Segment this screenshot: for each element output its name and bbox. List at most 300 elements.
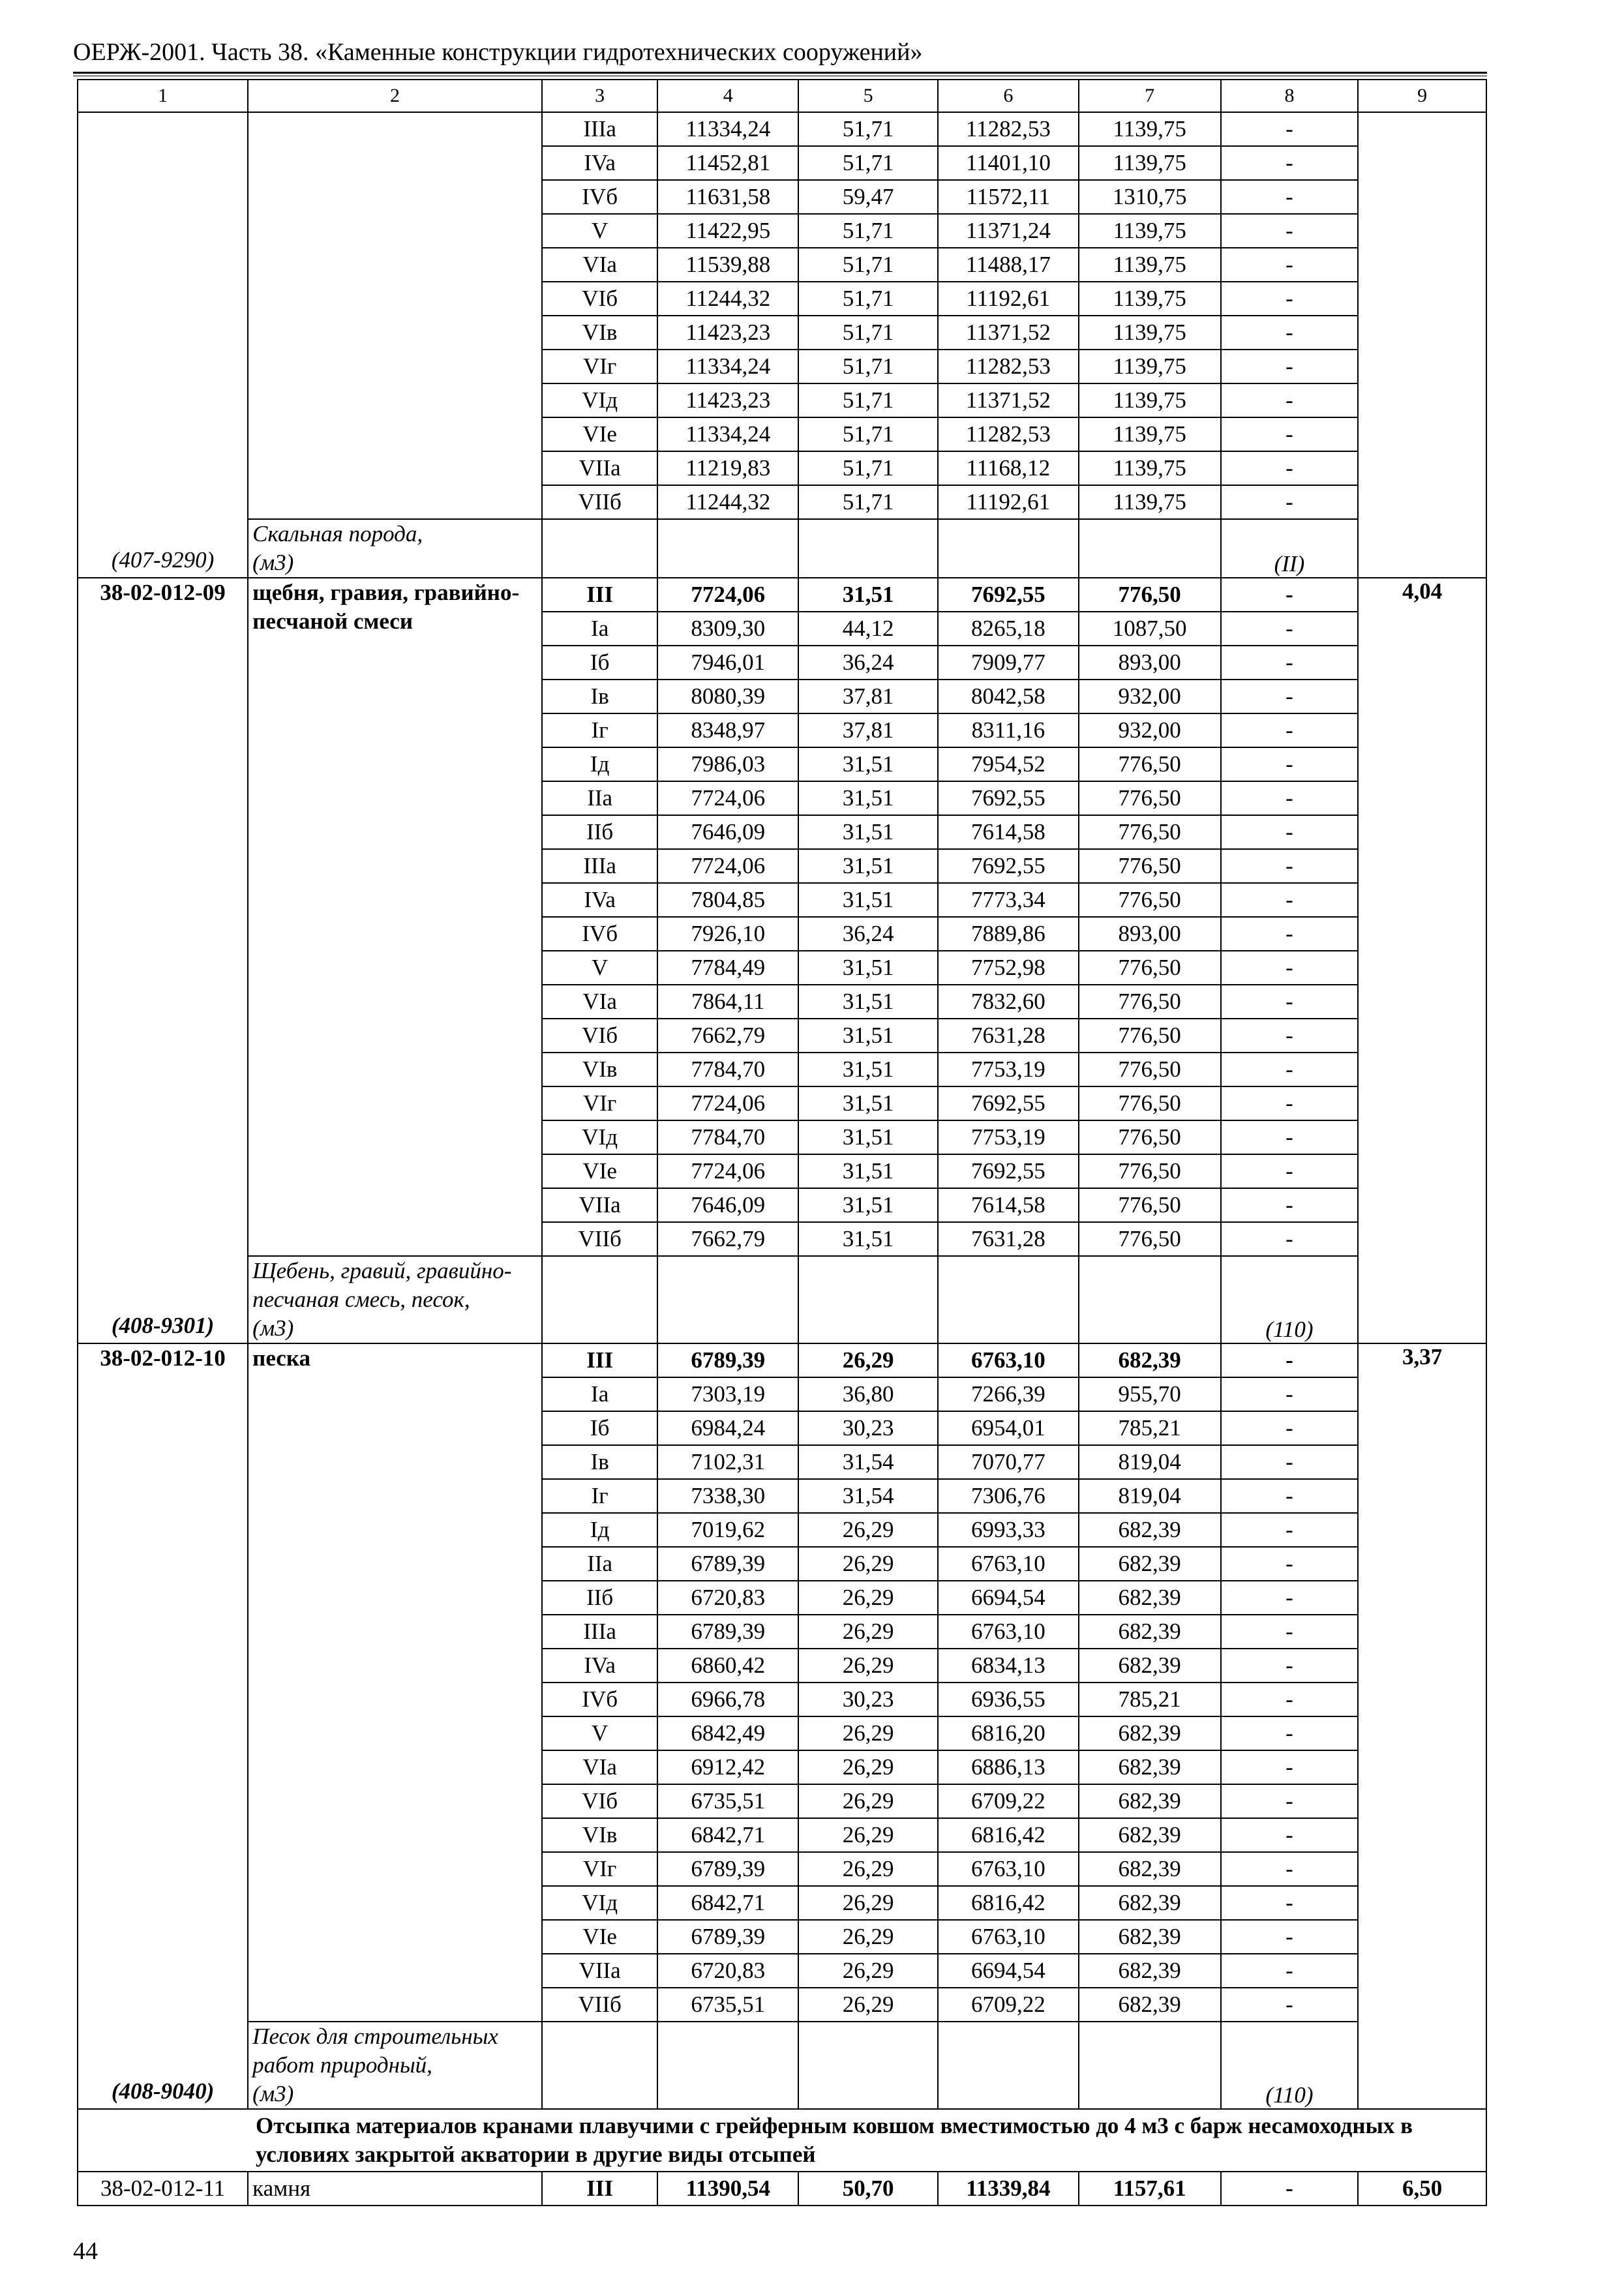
empty-cell	[938, 519, 1079, 578]
empty-cell	[1079, 1256, 1221, 1343]
data-cell: 31,51	[798, 578, 938, 612]
work-name: щебня, гравия, гравийно-песчаной смеси	[252, 580, 520, 634]
data-cell: 11423,23	[657, 316, 798, 350]
empty-cell	[938, 2022, 1079, 2109]
data-cell: 776,50	[1079, 1019, 1221, 1053]
data-cell: 7019,62	[657, 1513, 798, 1547]
material-unit: (м3)	[252, 550, 294, 575]
data-cell: -	[1221, 883, 1359, 917]
data-cell: 819,04	[1079, 1479, 1221, 1513]
data-cell: 682,39	[1079, 1852, 1221, 1886]
empty-cell	[657, 519, 798, 578]
data-cell: 11401,10	[938, 146, 1079, 180]
data-cell: 51,71	[798, 248, 938, 282]
data-cell: -	[1221, 1479, 1359, 1513]
data-cell: 7832,60	[938, 985, 1079, 1019]
material-row	[78, 1256, 1486, 1343]
data-cell: 785,21	[1079, 1683, 1221, 1716]
column-number: 2	[248, 80, 542, 112]
data-cell: 7614,58	[938, 1188, 1079, 1222]
data-cell: 31,51	[798, 1222, 938, 1256]
data-cell: 893,00	[1079, 917, 1221, 951]
table-row	[78, 112, 1486, 146]
material-row	[78, 2022, 1486, 2109]
empty-cell	[798, 1256, 938, 1343]
data-cell: 31,51	[798, 849, 938, 883]
data-cell: 11488,17	[938, 248, 1079, 282]
column-number: 8	[1221, 80, 1359, 112]
empty-cell	[542, 2022, 657, 2109]
data-cell: 11452,81	[657, 146, 798, 180]
data-cell: 50,70	[798, 2172, 938, 2206]
data-cell: 682,39	[1079, 1784, 1221, 1818]
data-cell: 682,39	[1079, 1818, 1221, 1852]
page-header: ОЕРЖ-2001. Часть 38. «Каменные конструкции гидротехнических сооружений»	[73, 38, 923, 66]
data-cell: 6886,13	[938, 1750, 1079, 1784]
data-cell: VIв	[542, 1818, 657, 1852]
data-cell: 7864,11	[657, 985, 798, 1019]
data-cell: 1139,75	[1079, 214, 1221, 248]
data-cell: -	[1221, 1886, 1359, 1920]
data-cell: 785,21	[1079, 1411, 1221, 1445]
data-cell: 11572,11	[938, 180, 1079, 214]
data-cell: 776,50	[1079, 951, 1221, 985]
data-cell: 7753,19	[938, 1053, 1079, 1086]
data-cell: камня	[248, 2172, 542, 2206]
data-cell: -	[1221, 316, 1359, 350]
data-cell: 6735,51	[657, 1988, 798, 2022]
data-cell: 6966,78	[657, 1683, 798, 1716]
data-cell: 682,39	[1079, 1716, 1221, 1750]
material-name-cell	[248, 1256, 542, 1343]
table-row	[78, 1343, 1486, 1377]
data-cell: 7692,55	[938, 1154, 1079, 1188]
data-cell: IIIa	[542, 849, 657, 883]
data-cell: 1087,50	[1079, 612, 1221, 646]
data-cell: -	[1221, 578, 1359, 612]
data-cell: 11244,32	[657, 485, 798, 519]
data-cell: 682,39	[1079, 1343, 1221, 1377]
data-cell: -	[1221, 1120, 1359, 1154]
data-cell: 7909,77	[938, 646, 1079, 680]
col9-value: 3,37	[1402, 1344, 1443, 1369]
data-cell: 682,39	[1079, 1513, 1221, 1547]
column-number: 5	[798, 80, 938, 112]
data-cell: V	[542, 951, 657, 985]
data-cell: 26,29	[798, 1343, 938, 1377]
data-cell: Ia	[542, 1377, 657, 1411]
data-cell: -	[1221, 1343, 1359, 1377]
data-cell: 11282,53	[938, 112, 1079, 146]
data-cell: -	[1221, 1615, 1359, 1649]
data-cell: 31,51	[798, 815, 938, 849]
data-cell: VIд	[542, 383, 657, 417]
data-cell: 26,29	[798, 1750, 938, 1784]
data-cell: VIa	[542, 985, 657, 1019]
data-cell: 11244,32	[657, 282, 798, 316]
col9-cell	[1358, 578, 1486, 1343]
data-cell: -	[1221, 1513, 1359, 1547]
data-cell: 682,39	[1079, 1649, 1221, 1683]
data-cell: 7662,79	[657, 1019, 798, 1053]
data-cell: 776,50	[1079, 815, 1221, 849]
data-cell: 11334,24	[657, 417, 798, 451]
data-cell: 31,51	[798, 1053, 938, 1086]
data-cell: 776,50	[1079, 1120, 1221, 1154]
data-cell: -	[1221, 1411, 1359, 1445]
data-cell: -	[1221, 1053, 1359, 1086]
data-cell: 6834,13	[938, 1649, 1079, 1683]
data-cell: VIв	[542, 316, 657, 350]
empty-cell	[657, 1256, 798, 1343]
data-cell: 682,39	[1079, 1750, 1221, 1784]
work-name: песка	[252, 1345, 310, 1371]
data-cell: 31,51	[798, 1154, 938, 1188]
data-cell: VIe	[542, 417, 657, 451]
data-cell: 11371,24	[938, 214, 1079, 248]
data-cell: 26,29	[798, 1615, 938, 1649]
data-cell: 1139,75	[1079, 146, 1221, 180]
data-cell: III	[542, 1343, 657, 1377]
data-cell: 7753,19	[938, 1120, 1079, 1154]
data-cell: 11168,12	[938, 451, 1079, 485]
data-cell: 11539,88	[657, 248, 798, 282]
data-cell: 51,71	[798, 146, 938, 180]
data-cell: -	[1221, 146, 1359, 180]
data-cell: 776,50	[1079, 781, 1221, 815]
data-cell: 682,39	[1079, 1886, 1221, 1920]
data-cell: -	[1221, 815, 1359, 849]
col9-cell	[1358, 1343, 1486, 2109]
data-cell: 7784,49	[657, 951, 798, 985]
section-title: Отсыпка материалов кранами плавучими с грейферным ковшом вместимостью до 4 м3 с барж несамоходных в условиях закрытой акватории в другие виды отсыпей	[78, 2109, 1486, 2172]
data-cell: 8309,30	[657, 612, 798, 646]
data-cell: -	[1221, 1954, 1359, 1988]
column-number: 9	[1358, 80, 1486, 112]
data-cell: 31,54	[798, 1479, 938, 1513]
material-unit: (м3)	[252, 1315, 294, 1341]
material-consumption: (110)	[1221, 2022, 1359, 2109]
data-cell: 6720,83	[657, 1581, 798, 1615]
data-cell: 31,51	[798, 1019, 938, 1053]
data-cell: V	[542, 214, 657, 248]
material-code: (407-9290)	[111, 547, 215, 573]
data-cell: 932,00	[1079, 680, 1221, 713]
header-rule	[73, 72, 1487, 74]
data-cell: 8080,39	[657, 680, 798, 713]
data-cell: 1139,75	[1079, 350, 1221, 383]
material-code: (408-9040)	[111, 2078, 215, 2104]
data-cell: 11334,24	[657, 350, 798, 383]
data-cell: 7752,98	[938, 951, 1079, 985]
data-cell: 26,29	[798, 1716, 938, 1750]
data-cell: 6912,42	[657, 1750, 798, 1784]
rate-code-cell	[78, 1343, 248, 2109]
data-cell: 26,29	[798, 1784, 938, 1818]
column-number: 1	[78, 80, 248, 112]
data-cell: 776,50	[1079, 747, 1221, 781]
data-cell: VIг	[542, 350, 657, 383]
data-cell: -	[1221, 646, 1359, 680]
data-cell: 7338,30	[657, 1479, 798, 1513]
data-cell: -	[1221, 214, 1359, 248]
data-cell: 776,50	[1079, 1222, 1221, 1256]
data-cell: -	[1221, 713, 1359, 747]
data-cell: 36,24	[798, 917, 938, 951]
empty-cell	[657, 2022, 798, 2109]
data-cell: -	[1221, 1716, 1359, 1750]
material-code: (408-9301)	[111, 1313, 215, 1338]
data-cell: 6709,22	[938, 1988, 1079, 2022]
data-cell: Iд	[542, 747, 657, 781]
data-cell: 11371,52	[938, 316, 1079, 350]
data-cell: -	[1221, 1154, 1359, 1188]
data-cell: 6789,39	[657, 1547, 798, 1581]
data-cell: -	[1221, 1445, 1359, 1479]
data-cell: Ia	[542, 612, 657, 646]
data-cell: -	[1221, 1784, 1359, 1818]
data-cell: -	[1221, 612, 1359, 646]
data-cell: 31,51	[798, 747, 938, 781]
data-cell: 1139,75	[1079, 248, 1221, 282]
data-cell: 8311,16	[938, 713, 1079, 747]
empty-cell	[798, 519, 938, 578]
material-consumption: (II)	[1221, 519, 1359, 578]
data-cell: 7070,77	[938, 1445, 1079, 1479]
data-cell: 30,23	[798, 1683, 938, 1716]
data-cell: -	[1221, 112, 1359, 146]
data-cell: 38-02-012-11	[78, 2172, 248, 2206]
material-name-cell	[248, 519, 542, 578]
data-cell: 6763,10	[938, 1920, 1079, 1954]
data-cell: 11282,53	[938, 350, 1079, 383]
data-cell: 7784,70	[657, 1053, 798, 1086]
data-cell: -	[1221, 2172, 1359, 2206]
data-cell: VIг	[542, 1086, 657, 1120]
data-cell: 11192,61	[938, 282, 1079, 316]
data-cell: 1157,61	[1079, 2172, 1221, 2206]
data-cell: 51,71	[798, 485, 938, 519]
data-cell: VIд	[542, 1120, 657, 1154]
data-cell: 7662,79	[657, 1222, 798, 1256]
data-cell: 59,47	[798, 180, 938, 214]
data-cell: 7303,19	[657, 1377, 798, 1411]
data-cell: 955,70	[1079, 1377, 1221, 1411]
material-name: Скальная порода,	[252, 521, 423, 546]
data-cell: IIa	[542, 1547, 657, 1581]
data-cell: 682,39	[1079, 1615, 1221, 1649]
column-number: 7	[1079, 80, 1221, 112]
column-number: 6	[938, 80, 1079, 112]
data-cell: VIб	[542, 1019, 657, 1053]
data-cell: 1139,75	[1079, 485, 1221, 519]
data-cell: 682,39	[1079, 1988, 1221, 2022]
data-cell: IVб	[542, 1683, 657, 1716]
data-cell: 776,50	[1079, 1086, 1221, 1120]
data-cell: IIб	[542, 1581, 657, 1615]
data-cell: 7724,06	[657, 781, 798, 815]
data-cell: 11219,83	[657, 451, 798, 485]
data-cell: 1139,75	[1079, 383, 1221, 417]
data-cell: 6735,51	[657, 1784, 798, 1818]
data-cell: 11282,53	[938, 417, 1079, 451]
data-cell: IIa	[542, 781, 657, 815]
data-cell: VIIб	[542, 1988, 657, 2022]
data-cell: -	[1221, 1547, 1359, 1581]
data-cell: -	[1221, 1188, 1359, 1222]
data-cell: 932,00	[1079, 713, 1221, 747]
data-cell: 776,50	[1079, 1053, 1221, 1086]
data-cell: 7724,06	[657, 849, 798, 883]
data-cell: 7804,85	[657, 883, 798, 917]
data-cell: 6694,54	[938, 1581, 1079, 1615]
data-cell: VIe	[542, 1920, 657, 1954]
data-cell: -	[1221, 781, 1359, 815]
column-number: 4	[657, 80, 798, 112]
section-title-row	[78, 2109, 1486, 2172]
data-cell: 6993,33	[938, 1513, 1079, 1547]
data-cell: 6842,49	[657, 1716, 798, 1750]
data-cell: 51,71	[798, 214, 938, 248]
data-cell: IVa	[542, 146, 657, 180]
data-cell: -	[1221, 951, 1359, 985]
data-cell: 51,71	[798, 316, 938, 350]
material-name: Песок для строительных работ природный,	[252, 2024, 498, 2078]
rate-code-cell	[78, 112, 248, 578]
rate-code: 38-02-012-09	[100, 580, 226, 605]
data-cell: Iб	[542, 646, 657, 680]
data-cell: 6763,10	[938, 1615, 1079, 1649]
column-number: 3	[542, 80, 657, 112]
data-cell: 31,51	[798, 1086, 938, 1120]
data-cell: 6816,42	[938, 1886, 1079, 1920]
data-cell: 6936,55	[938, 1683, 1079, 1716]
data-cell: -	[1221, 1988, 1359, 2022]
data-cell: 1139,75	[1079, 282, 1221, 316]
data-cell: 776,50	[1079, 578, 1221, 612]
data-cell: 26,29	[798, 1818, 938, 1852]
data-cell: 776,50	[1079, 883, 1221, 917]
data-cell: 6816,42	[938, 1818, 1079, 1852]
data-cell: 6709,22	[938, 1784, 1079, 1818]
data-cell: 26,29	[798, 1920, 938, 1954]
data-cell: 7784,70	[657, 1120, 798, 1154]
data-cell: 7646,09	[657, 1188, 798, 1222]
data-cell: VIe	[542, 1154, 657, 1188]
data-cell: 44,12	[798, 612, 938, 646]
data-cell: 11631,58	[657, 180, 798, 214]
data-cell: -	[1221, 383, 1359, 417]
data-cell: 1139,75	[1079, 112, 1221, 146]
data-cell: VIIa	[542, 1188, 657, 1222]
data-cell: 6720,83	[657, 1954, 798, 1988]
data-cell: 776,50	[1079, 1188, 1221, 1222]
data-cell: 6,50	[1358, 2172, 1486, 2206]
data-cell: 7986,03	[657, 747, 798, 781]
data-cell: Iв	[542, 1445, 657, 1479]
data-cell: 7926,10	[657, 917, 798, 951]
data-cell: 6763,10	[938, 1343, 1079, 1377]
data-cell: 7266,39	[938, 1377, 1079, 1411]
data-cell: IVб	[542, 917, 657, 951]
empty-cell	[798, 2022, 938, 2109]
data-cell: 30,23	[798, 1411, 938, 1445]
data-cell: VIв	[542, 1053, 657, 1086]
data-cell: 7692,55	[938, 781, 1079, 815]
data-cell: VIIa	[542, 451, 657, 485]
data-cell: 6842,71	[657, 1886, 798, 1920]
data-cell: IIб	[542, 815, 657, 849]
data-cell: 7954,52	[938, 747, 1079, 781]
data-cell: 7946,01	[657, 646, 798, 680]
data-cell: 51,71	[798, 451, 938, 485]
data-cell: 7692,55	[938, 1086, 1079, 1120]
column-number-row	[78, 80, 1486, 112]
data-cell: Iб	[542, 1411, 657, 1445]
data-cell: Iг	[542, 713, 657, 747]
data-cell: 7631,28	[938, 1019, 1079, 1053]
data-cell: 7614,58	[938, 815, 1079, 849]
data-cell: 11339,84	[938, 2172, 1079, 2206]
data-cell: -	[1221, 1086, 1359, 1120]
data-cell: IVб	[542, 180, 657, 214]
data-cell: -	[1221, 1019, 1359, 1053]
data-cell: -	[1221, 1920, 1359, 1954]
data-cell: 7724,06	[657, 1154, 798, 1188]
price-table	[77, 79, 1487, 2206]
data-cell: 682,39	[1079, 1920, 1221, 1954]
data-cell: -	[1221, 417, 1359, 451]
data-cell: -	[1221, 985, 1359, 1019]
data-cell: 26,29	[798, 1988, 938, 2022]
data-cell: 37,81	[798, 713, 938, 747]
page-number: 44	[73, 2237, 98, 2265]
data-cell: -	[1221, 248, 1359, 282]
empty-cell	[1079, 519, 1221, 578]
data-cell: 6789,39	[657, 1920, 798, 1954]
data-cell: 51,71	[798, 417, 938, 451]
data-cell: 776,50	[1079, 1154, 1221, 1188]
data-cell: VIIa	[542, 1954, 657, 1988]
data-cell: Iв	[542, 680, 657, 713]
material-consumption: (110)	[1221, 1256, 1359, 1343]
data-cell: 31,51	[798, 985, 938, 1019]
data-cell: 31,51	[798, 1188, 938, 1222]
data-cell: IVa	[542, 883, 657, 917]
data-cell: 51,71	[798, 383, 938, 417]
data-cell: 6842,71	[657, 1818, 798, 1852]
data-cell: -	[1221, 747, 1359, 781]
data-cell: 26,29	[798, 1513, 938, 1547]
data-cell: 682,39	[1079, 1547, 1221, 1581]
data-cell: III	[542, 578, 657, 612]
data-cell: -	[1221, 1683, 1359, 1716]
data-cell: 7646,09	[657, 815, 798, 849]
data-cell: 7724,06	[657, 578, 798, 612]
data-cell: Iд	[542, 1513, 657, 1547]
data-cell: 6763,10	[938, 1547, 1079, 1581]
data-cell: 31,54	[798, 1445, 938, 1479]
data-cell: 8348,97	[657, 713, 798, 747]
data-cell: 26,29	[798, 1886, 938, 1920]
data-cell: 11423,23	[657, 383, 798, 417]
data-cell: 7306,76	[938, 1479, 1079, 1513]
data-cell: -	[1221, 485, 1359, 519]
empty-cell	[938, 1256, 1079, 1343]
data-cell: 1139,75	[1079, 417, 1221, 451]
data-cell: -	[1221, 1377, 1359, 1411]
data-cell: 1310,75	[1079, 180, 1221, 214]
